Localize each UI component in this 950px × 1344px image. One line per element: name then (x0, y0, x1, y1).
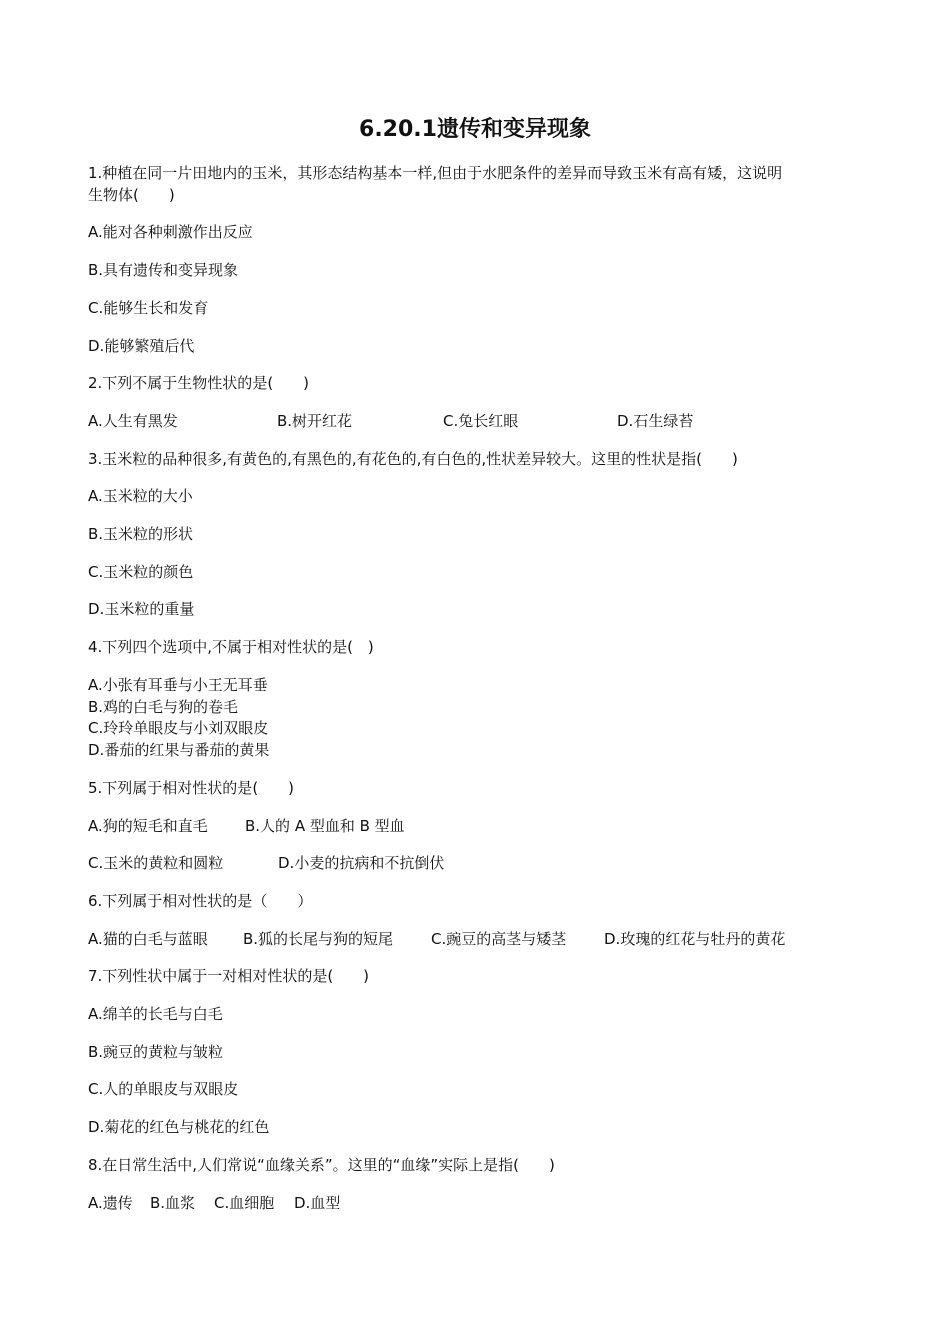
q1-stem-line2: 生物体( ) (88, 186, 175, 204)
q5-option-a: A.狗的短毛和直毛 (88, 817, 208, 835)
q1-stem-line1: 1.种植在同一片田地内的玉米，其形态结构基本一样,但由于水肥条件的差异而导致玉米有高有矮，这说明 (88, 164, 783, 182)
q2-option-d: D.石生绿苔 (617, 412, 694, 430)
q7-option-a: A.绵羊的长毛与白毛 (88, 1005, 223, 1023)
q4-option-d: D.番茄的红果与番茄的黄果 (88, 741, 270, 759)
q5-option-b: B.人的 A 型血和 B 型血 (245, 817, 405, 835)
q4-option-a: A.小张有耳垂与小王无耳垂 (88, 676, 268, 694)
q8-option-d: D.血型 (294, 1194, 341, 1212)
q7-option-d: D.菊花的红色与桃花的红色 (88, 1118, 270, 1136)
q5-option-c: C.玉米的黄粒和圆粒 (88, 854, 224, 872)
q6-option-b: B.狐的长尾与狗的短尾 (243, 930, 394, 948)
q3-option-b: B.玉米粒的形状 (88, 525, 194, 543)
q6-stem: 6.下列属于相对性状的是（ ） (88, 892, 313, 910)
q6-option-d: D.玫瑰的红花与牡丹的黄花 (604, 930, 786, 948)
q6-option-c: C.豌豆的高茎与矮茎 (431, 930, 567, 948)
q8-option-b: B.血浆 (150, 1194, 196, 1212)
q1-option-c: C.能够生长和发育 (88, 299, 209, 317)
q4-option-b: B.鸡的白毛与狗的卷毛 (88, 698, 239, 716)
q2-option-c: C.兔长红眼 (443, 412, 519, 430)
q2-option-b: B.树开红花 (277, 412, 353, 430)
q8-option-c: C.血细胞 (214, 1194, 275, 1212)
q1-option-d: D.能够繁殖后代 (88, 337, 195, 355)
q4-option-c: C.玲玲单眼皮与小刘双眼皮 (88, 719, 269, 737)
q4-stem: 4.下列四个选项中,不属于相对性状的是( ) (88, 638, 374, 656)
q2-option-a: A.人生有黑发 (88, 412, 178, 430)
q1-option-b: B.具有遗传和变异现象 (88, 261, 239, 279)
q7-option-c: C.人的单眼皮与双眼皮 (88, 1080, 239, 1098)
q7-option-b: B.豌豆的黄粒与皱粒 (88, 1043, 224, 1061)
page-title: 6.20.1遗传和变异现象 (359, 117, 591, 142)
q3-stem: 3.玉米粒的品种很多,有黄色的,有黑色的,有花色的,有白色的,性状差异较大。这里的性状是指( ) (88, 450, 738, 468)
q5-stem: 5.下列属于相对性状的是( ) (88, 779, 295, 797)
q8-stem: 8.在日常生活中,人们常说“血缘关系”。这里的“血缘”实际上是指( ) (88, 1156, 555, 1174)
q2-stem: 2.下列不属于生物性状的是( ) (88, 374, 310, 392)
q8-option-a: A.遗传 (88, 1194, 133, 1212)
q1-option-a: A.能对各种刺激作出反应 (88, 223, 253, 241)
q7-stem: 7.下列性状中属于一对相对性状的是( ) (88, 967, 370, 985)
q3-option-c: C.玉米粒的颜色 (88, 563, 194, 581)
q5-option-d: D.小麦的抗病和不抗倒伏 (278, 854, 445, 872)
q3-option-d: D.玉米粒的重量 (88, 600, 195, 618)
q3-option-a: A.玉米粒的大小 (88, 487, 193, 505)
q6-option-a: A.猫的白毛与蓝眼 (88, 930, 208, 948)
